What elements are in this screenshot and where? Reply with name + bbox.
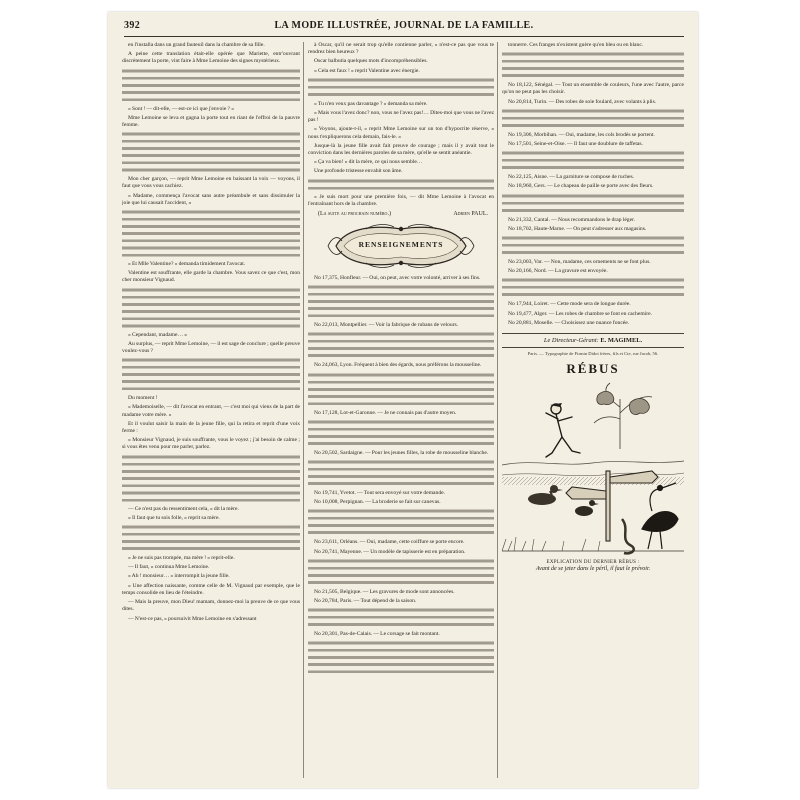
story-paragraph: « Mais vous l'avez donc? non, vous ne l'avez pas!… Dites-moi que vous ne l'avez pas ! [308, 110, 494, 124]
text-block [502, 235, 684, 257]
info-paragraph: No 18,960, Gers. — Le chapeau de paille se porte avec des fleurs. [508, 183, 654, 190]
story-paragraph: Mme Lemoine se leva et gagna la porte tout en riant de l'effroi de la pauvre femme. [122, 114, 300, 129]
story-paragraph: Du moment ! [128, 395, 158, 402]
info-paragraph: No 17,944, Loiret. — Cette mode sera de longue durée. [508, 301, 631, 308]
text-block [308, 77, 494, 99]
rebus-title: RÉBUS [566, 361, 620, 377]
rebus-engraving [502, 379, 684, 557]
text-block [308, 558, 494, 587]
text-block [308, 284, 494, 320]
info-paragraph: No 20,784, Paris. — Tout dépend de la saison. [314, 598, 417, 605]
page-number: 392 [124, 20, 141, 31]
story-paragraph: — Mais la preuve, mon Dieu! mamam, donnez-moi la preuve de ce que vous dites. [122, 599, 300, 613]
text-block [122, 357, 300, 393]
author-name: Adrien PAUL. [453, 211, 488, 218]
story-paragraph: en l'installa dans un grand fauteuil dans la chambre de sa fille. [128, 42, 265, 48]
column-divider [303, 42, 304, 778]
newspaper-page [108, 12, 698, 788]
column-divider [497, 42, 498, 778]
info-paragraph: No 20,301, Pas-de-Calais. — Le corsage se fait montant. [314, 631, 440, 638]
info-paragraph: No 19,477, Alger. — Les robes de chambre se font en cachemire. [508, 310, 652, 317]
story-paragraph: Mon cher garçon, — reprit Mme Lemoine en baissant la voix — voyons, il faut que vous vous cachiez. [122, 176, 300, 190]
rebus-answer: Avant de se jeter dans le péril, il faut le prévoir. [535, 566, 651, 573]
text-block [308, 178, 494, 192]
info-paragraph: No 20,881, Moselle. — Choisissez une nuance foncée. [508, 319, 630, 326]
info-paragraph: No 22,013, Montpellier. — Voir la fabrique de rubans de velours. [314, 322, 459, 329]
story-paragraph: « Ah ! monsieur… » interrompit la jeune fille. [128, 573, 230, 580]
info-paragraph: No 23,611, Orléans. — Oui, madame, cette coiffure se porte encore. [314, 539, 465, 546]
info-paragraph: No 23,003, Var. — Non, madame, ces ornements ne se font plus. [508, 259, 651, 266]
text-block [122, 287, 300, 330]
text-block [502, 193, 684, 215]
info-paragraph: No 20,814, Turin. — Des robes de soie foulard, avec volants à plis. [508, 98, 657, 105]
story-paragraph: A peine cette translation était-elle opérée que Mariette, entr'ouvrant discrètement la porte, vint faire à Mme Lemoine des signes mystérieux. [122, 51, 300, 65]
info-paragraph: No 20,166, Nord. — La gravure est envoyée. [508, 268, 608, 275]
text-block [308, 372, 494, 408]
story-paragraph: « Monsieur Vignaud, je suis souffrante, vous le voyez ; j'ai besoin de calme ; si vous êtes venu pour me parler, parlez. [122, 437, 300, 451]
story-paragraph: « Il faut que tu sois folle, » reprit sa mère. [128, 514, 220, 521]
story-paragraph: « Cela est faux ! » reprit Valentine avec énergie. [314, 67, 420, 74]
info-paragraph: No 20,502, Sardaigne. — Pour les jeunes filles, la robe de mousseline blanche. [314, 449, 489, 456]
story-signature [308, 211, 488, 217]
story-paragraph: « Je ne suis pas trompée, ma mère ! » reprit-elle. [128, 555, 235, 562]
director-label: Le Directeur-Gérant: [543, 337, 599, 345]
director-line [502, 333, 684, 348]
story-paragraph: Et il voulut saisir la main de la jeune fille, qui la retira et reprit d'une voix ferme : [122, 420, 300, 435]
column-info-and-rebus [502, 42, 684, 778]
info-paragraph: No 22,125, Aisne. — La garniture se compose de ruches. [508, 174, 635, 181]
story-paragraph: « Et Mlle Valentine? » demanda timidement l'avocat. [128, 261, 246, 268]
text-block [308, 459, 494, 488]
text-block [122, 209, 300, 259]
story-paragraph: « Je suis mort pour une première fois, — dit Mme Lemoine à l'avocat en l'entraînant hors de la chambre. [308, 193, 494, 207]
story-paragraph: — Ce n'est pas du ressentiment cela, » dit la mère. [128, 505, 239, 512]
text-block [308, 419, 494, 448]
text-block [502, 51, 684, 80]
story-paragraph: — Il faut, » continua Mme Lemoine. [128, 564, 210, 571]
story-paragraph: « Voyons, ajoute-t-il, » reprit Mme Lemoine sur un ton d'hypocrite réserve, « nous t'expliquerons cela demain, fais-le. » [308, 126, 494, 140]
text-block [308, 607, 494, 629]
info-paragraph: tonnerre. Ces franges n'existent guère qu'en bleu ou en blanc. [508, 42, 644, 48]
text-block [502, 150, 684, 172]
info-paragraph: No 21,505, Belgique. — Les gravures de mode sont annoncées. [314, 588, 455, 595]
text-block [308, 508, 494, 537]
rebus-illustration [502, 379, 684, 557]
story-paragraph: « Cependant, madame… » [128, 331, 188, 338]
story-paragraph: « Sont ! — dit-elle, — est-ce ici que j'envoie ? » [128, 105, 234, 112]
text-block [308, 331, 494, 360]
story-paragraph: « Mademoiselle, — dit l'avocat en entrant, — c'est moi qui viens de la part de madame votre mère. » [122, 404, 300, 418]
director-name: E. MAGIMEL. [600, 337, 643, 345]
story-paragraph: Oscar balbutia quelques mots d'incompréhensibles. [314, 58, 428, 65]
renseignements-banner [326, 223, 476, 269]
text-block [122, 454, 300, 504]
story-paragraph: « Ça va bien! » dit la mère, ce qui nous semble… [314, 159, 423, 166]
info-paragraph: No 19,741, Yvetot. — Tout sera envoyé sur votre demande. [314, 490, 446, 497]
info-paragraph: No 18,122, Sénégal. — Tout un ensemble de couleurs, l'une avec l'autre, parce qu'on ne peut pas les choisir. [502, 82, 684, 96]
text-block [308, 640, 494, 676]
story-paragraph: à Oscar, qu'il ne serait trop qu'elle contienne parler, » n'est-ce pas que vous te rendrez bien heureux ? [308, 42, 494, 56]
info-paragraph: No 17,375, Honfleur. — Oui, on peut, avec votre volonté, arriver à ses fins. [314, 275, 481, 282]
section-title: RENSEIGNEMENTS [358, 240, 444, 250]
info-paragraph: No 24,063, Lyon. Fréquent à bien des égards, nous préférons la mousseline. [314, 362, 482, 369]
continuation-note: (La suite au prochain numéro.) [318, 211, 391, 218]
info-paragraph: No 10,008, Perpignan. — La broderie se fait sur canevas. [314, 499, 441, 506]
journal-title: LA MODE ILLUSTRÉE, JOURNAL DE LA FAMILLE. [274, 20, 534, 31]
story-paragraph: Au surplus, — reprit Mme Lemoine, — il est sage de conclure ; quelle preuve voulez-vous ? [122, 340, 300, 355]
text-block [502, 108, 684, 130]
page-header [124, 18, 684, 37]
text-block [122, 524, 300, 553]
text-block [122, 68, 300, 104]
story-paragraph: « Madame, commença l'avocat sans autre préambule et sans dissimuler la joie que lui causait l'accident, » [122, 192, 300, 206]
info-paragraph: No 19,306, Morbihan. — Oui, madame, les cols brodés se portent. [508, 131, 655, 138]
info-paragraph: No 21,332, Cantal. — Nous recommandons le drap léger. [508, 216, 636, 223]
story-paragraph: « Tu n'en veux pas davantage ? » demanda sa mère. [314, 100, 428, 107]
story-paragraph: — N'est-ce pas, » poursuivit Mme Lemoine en s'adressant [128, 615, 257, 622]
column-story [122, 42, 300, 778]
story-paragraph: « Une affection naissante, comme celle de M. Vignaud par exemple, que le temps consolide en lieu de l'éteindre. [122, 582, 300, 596]
info-paragraph: No 17,501, Seine-et-Oise. — Il faut une doublure de taffetas. [508, 141, 643, 148]
story-paragraph: Une profonde tristesse envahit son âme. [314, 168, 403, 175]
info-paragraph: No 18,702, Haute-Marne. — On peut s'adresser aux magasins. [508, 225, 647, 232]
text-block [502, 277, 684, 299]
story-paragraph: Jusque-là la jeune fille avait fait preuve de courage ; mais il y avait tout le conviction dans les dernières paroles de sa mère, qu'elle se sentit anéantie. [308, 142, 494, 157]
rebus-solution-label: EXPLICATION DU DERNIER RÉBUS : [546, 560, 640, 566]
text-block [122, 131, 300, 174]
column-story-end-and-info [308, 42, 494, 778]
printer-credit: Paris. — Typographie de Firmin Didot frères, fils et Cie, rue Jacob, 56. [527, 351, 659, 357]
info-paragraph: No 17,128, Lot-et-Garonne. — Je ne connais pas d'autre moyen. [314, 409, 457, 416]
story-paragraph: Valentine est souffrante, elle garde la chambre. Vous savez ce que c'est, mon cher monsieur Vignaud. [122, 270, 300, 284]
info-paragraph: No 20,741, Mayenne. — Un modèle de tapisserie est en préparation. [314, 548, 466, 555]
